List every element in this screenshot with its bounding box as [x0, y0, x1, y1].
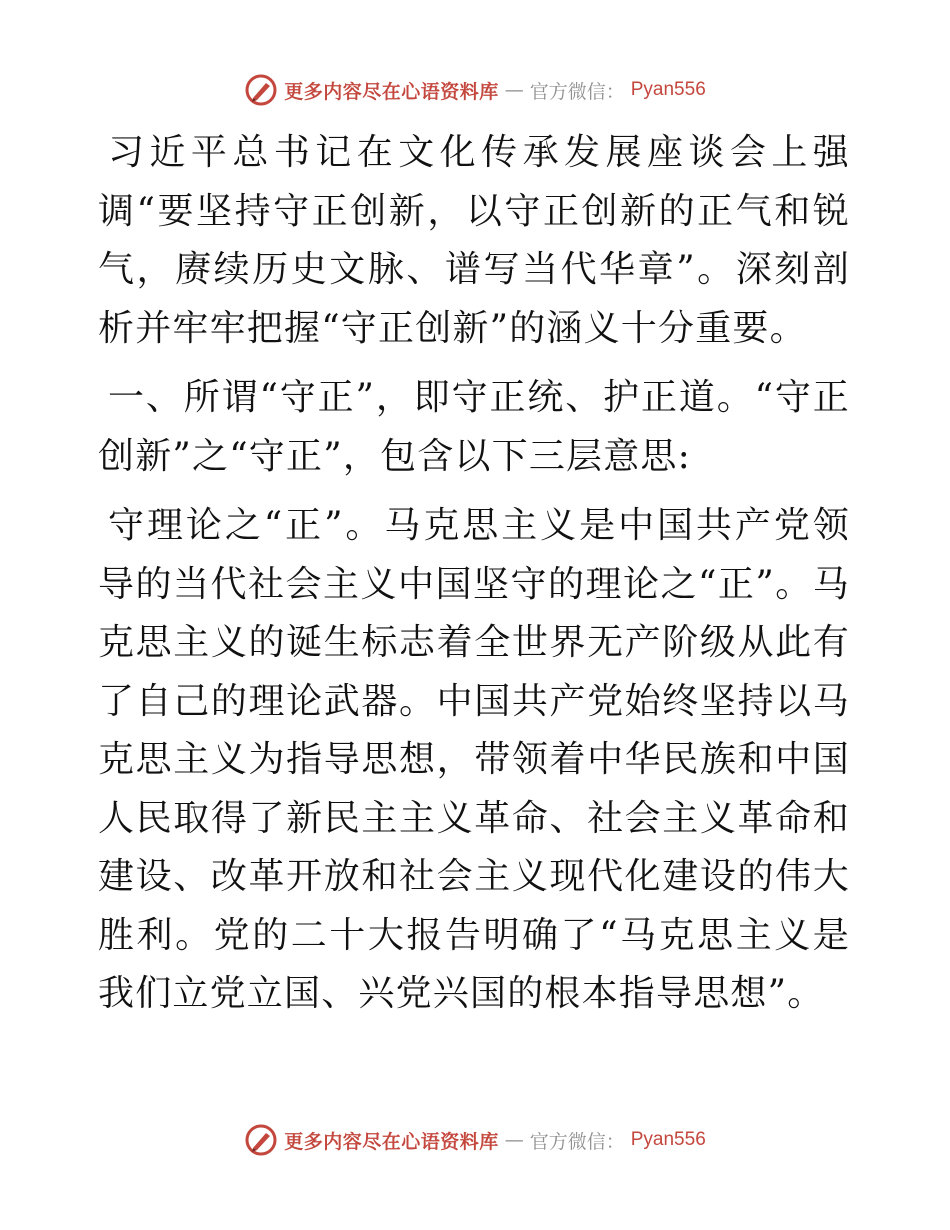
- pen-logo-icon: [244, 73, 278, 107]
- paragraph-intro: 习近平总书记在文化传承发展座谈会上强调“要坚持守正创新，以守正创新的正气和锐气，赓续历史文脉、谱写当代华章”。深刻剖析并牢牢把握“守正创新”的涵义十分重要。: [98, 132, 850, 349]
- paragraph-section-one: 一、所谓“守正”，即守正统、护正道。“守正创新”之“守正”，包含以下三层意思:: [98, 377, 850, 477]
- footer-watermark: [0, 1120, 950, 1160]
- watermark-dash: —: [504, 79, 524, 101]
- document-body: [98, 124, 850, 1024]
- watermark-main-text: 更多内容尽在心语资料库: [284, 80, 499, 103]
- header-watermark: [0, 70, 950, 110]
- watermark-wechat-id: Pyan556: [630, 79, 706, 100]
- pen-logo-icon: [244, 1123, 278, 1157]
- paragraph-theory: 守理论之“正”。马克思主义是中国共产党领导的当代社会主义中国坚守的理论之“正”。马克思主义的诞生标志着全世界无产阶级从此有了自己的理论武器。中国共产党始终坚持以马克思主义为指导思想，带领着中华民族和中国人民取得了新民主主义革命、社会主义革命和建设、改革开放和社会主义现代化建设的伟大胜利。党的二十大报告明确了“马克思主义是我们立党立国、兴党兴国的根本指导思想”。: [98, 505, 850, 1014]
- watermark-wechat-label: 官方微信：: [529, 80, 625, 103]
- watermark-dash: —: [504, 1129, 524, 1151]
- watermark-wechat-label: 官方微信：: [529, 1130, 625, 1153]
- watermark-main-text: 更多内容尽在心语资料库: [284, 1130, 499, 1153]
- watermark-wechat-id: Pyan556: [630, 1129, 706, 1150]
